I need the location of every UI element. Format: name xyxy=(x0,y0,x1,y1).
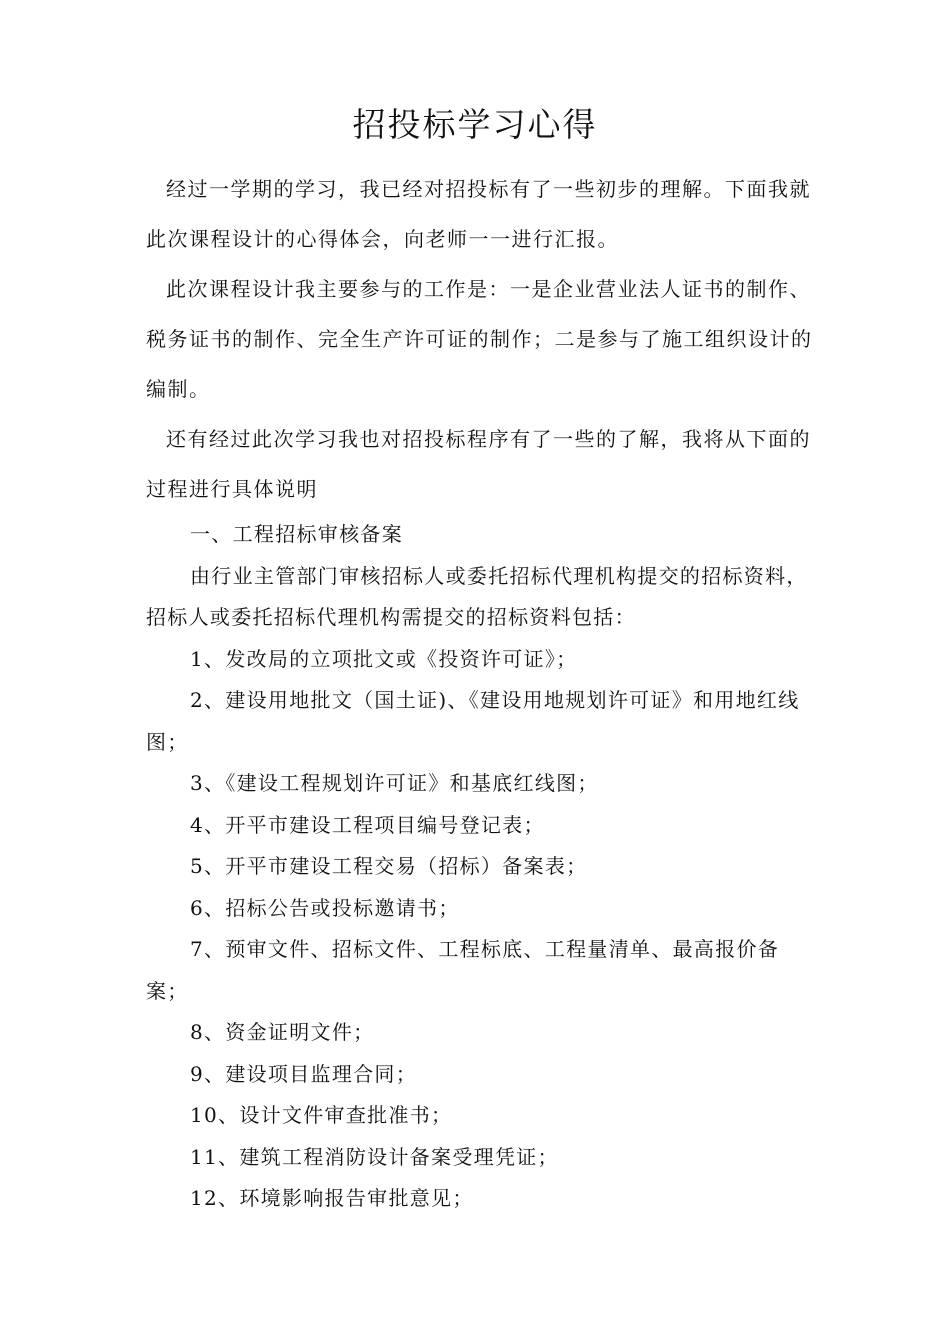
list-item: 8、资金证明文件； xyxy=(190,1020,375,1044)
list-item: 7、预审文件、招标文件、工程标底、工程量清单、最高报价备案； xyxy=(146,937,780,1003)
intro-paragraph-3: 还有经过此次学习我也对招投标程序有了一些的了解，我将从下面的过程进行具体说明 xyxy=(146,427,811,501)
section-body: 由行业主管部门审核招标人或委托招标代理机构提交的招标资料，招标人或委托招标代理机构需提交的招标资料包括： xyxy=(146,563,808,629)
list-item: 5、开平市建设工程交易（招标）备案表； xyxy=(190,854,588,878)
list-item: 9、建设项目监理合同； xyxy=(190,1061,418,1086)
list-item: 10、设计文件审查批准书； xyxy=(190,1103,453,1127)
list-item: 12、环境影响报告审批意见； xyxy=(190,1186,474,1210)
intro-paragraph-1: 经过一学期的学习，我已经对招投标有了一些初步的理解。下面我就此次课程设计的心得体会，向老师一一进行汇报。 xyxy=(146,177,811,251)
list-item: 1、发改局的立项批文或《投资许可证》； xyxy=(190,646,578,671)
intro-paragraph-2: 此次课程设计我主要参与的工作是：一是企业营业法人证书的制作、税务证书的制作、完全生产许可证的制作；二是参与了施工组织设计的编制。 xyxy=(146,277,813,401)
section-heading: 一、工程招标审核备案 xyxy=(190,522,403,546)
list-item: 2、建设用地批文（国土证)、《建设用地规划许可证》和用地红线图； xyxy=(146,688,800,754)
list-item: 3、《建设工程规划许可证》和基底红线图； xyxy=(190,771,599,795)
list-item: 11、建筑工程消防设计备案受理凭证； xyxy=(190,1144,559,1169)
document-title: 招投标学习心得 xyxy=(352,105,598,144)
document-body xyxy=(146,164,814,1220)
list-item: 4、开平市建设工程项目编号登记表； xyxy=(190,812,545,837)
section-list xyxy=(146,514,814,1220)
list-item: 6、招标公告或投标邀请书； xyxy=(190,895,460,920)
